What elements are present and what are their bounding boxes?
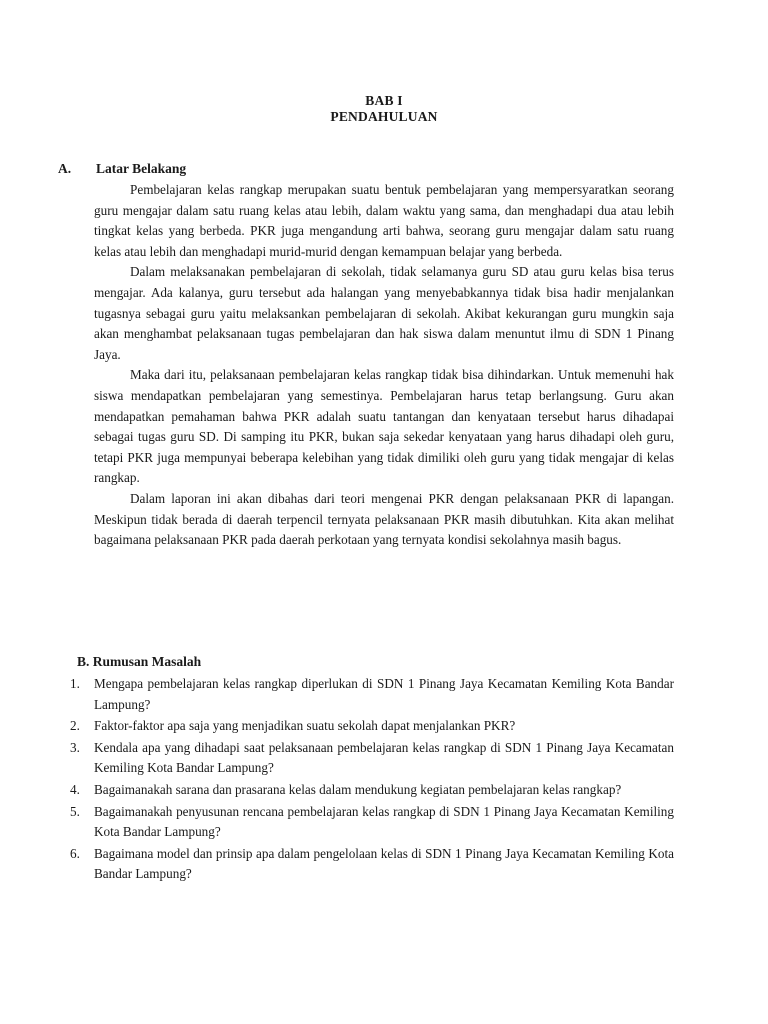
list-item bbox=[70, 780, 674, 801]
list-item bbox=[70, 716, 674, 737]
paragraph: Dalam laporan ini akan dibahas dari teori mengenai PKR dengan pelaksanaan PKR di lapangan. Meskipun tidak berada di daerah terpencil ternyata pelaksanaan PKR masih dibutuhkan. Kita akan melihat bagaimana pelaksanaan PKR pada daerah perkotaan yang ternyata kondisi sekolahnya masih bagus. bbox=[94, 490, 674, 548]
list-item bbox=[70, 802, 674, 843]
paragraph: Pembelajaran kelas rangkap merupakan suatu bentuk pembelajaran yang mempersyaratkan seorang guru mengajar dalam satu ruang kelas atau lebih, dalam waktu yang sama, dan menghadapi dua atau lebih tingkat kelas yang berbeda. PKR juga mengandung arti bahwa, seorang guru mengajar dalam satu ruang kelas atau lebih dan menghadapi murid-murid dengan kemampuan belajar yang berbeda. bbox=[94, 182, 674, 259]
list-number: 4. bbox=[70, 781, 80, 797]
background-body bbox=[94, 180, 674, 551]
paragraph: Maka dari itu, pelaksanaan pembelajaran kelas rangkap tidak bisa dihindarkan. Untuk memenuhi hak siswa mendapatkan pembelajaran yang semestinya. Pembelajaran harus tetap berlangsung. Guru akan mendapatkan pemahaman bahwa PKR adalah suatu tantangan dan kenyataan tersebut harus dihadapai sebagai tugas guru SD. Di samping itu PKR, bukan saja sekedar kenyataan yang harus dihadapi oleh guru, tetapi PKR juga mempunyai beberapa kelebihan yang tidak dimiliki oleh guru yang tidak mengajar di kelas rangkap. bbox=[94, 367, 674, 486]
list-number: 5. bbox=[70, 803, 80, 819]
section-b-title: B. Rumusan Masalah bbox=[77, 654, 202, 669]
list-text: Bagaimanakah penyusunan rencana pembelajaran kelas rangkap di SDN 1 Pinang Jaya Kecamatan Kemiling Kota Bandar Lampung? bbox=[94, 803, 674, 840]
paragraph: Dalam melaksanakan pembelajaran di sekolah, tidak selamanya guru SD atau guru kelas bisa terus mengajar. Ada kalanya, guru tersebut ada halangan yang menyebabkannya tidak bisa hadir menjalankan tugasnya sebagai guru yaitu melaksankan pembelajaran di sekolah. Akibat kekurangan guru mungkin saja akan menghambat pelaksanaan tugas pembelajaran dan hak siswa dalam menuntut ilmu di SDN 1 Pinang Jaya. bbox=[94, 264, 674, 362]
list-number: 3. bbox=[70, 739, 80, 755]
list-text: Faktor-faktor apa saja yang menjadikan suatu sekolah dapat menjalankan PKR? bbox=[94, 718, 516, 734]
section-a-letter: A. bbox=[58, 161, 72, 176]
list-text: Kendala apa yang dihadapi saat pelaksanaan pembelajaran kelas rangkap di SDN 1 Pinang Jaya Kecamatan Kemiling Kota Bandar Lampung? bbox=[94, 739, 674, 776]
list-number: 6. bbox=[70, 845, 80, 861]
list-item bbox=[70, 738, 674, 779]
list-number: 1. bbox=[70, 676, 80, 691]
list-text: Mengapa pembelajaran kelas rangkap diperlukan di SDN 1 Pinang Jaya Kecamatan Kemiling Kota Bandar Lampung? bbox=[94, 676, 674, 712]
section-a-title: Latar Belakang bbox=[96, 161, 187, 176]
list-item bbox=[70, 844, 674, 885]
list-text: Bagaimana model dan prinsip apa dalam pengelolaan kelas di SDN 1 Pinang Jaya Kecamatan Kemiling Kota Bandar Lampung? bbox=[94, 845, 674, 882]
problem-list bbox=[70, 674, 674, 886]
list-text: Bagaimanakah sarana dan prasarana kelas dalam mendukung kegiatan pembelajaran kelas rangkap? bbox=[94, 781, 622, 797]
list-item bbox=[70, 674, 674, 715]
chapter-title: PENDAHULUAN bbox=[330, 109, 438, 124]
chapter-label: BAB I bbox=[365, 93, 403, 108]
list-number: 2. bbox=[70, 718, 80, 734]
